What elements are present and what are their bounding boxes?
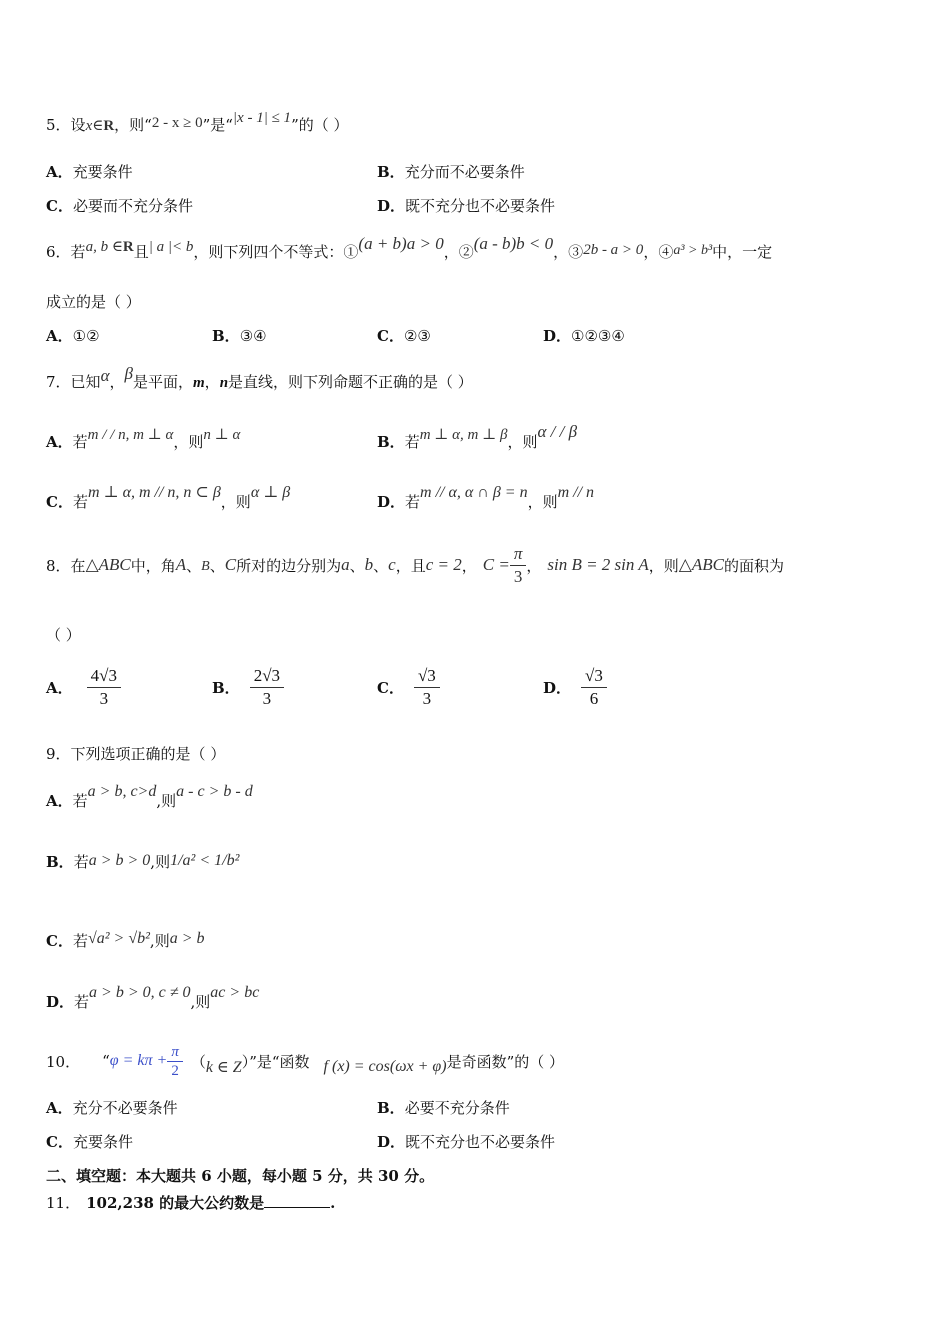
fraction-denominator: 3 — [262, 688, 272, 708]
q7-option-b[interactable] — [377, 422, 578, 452]
option-math: m / / n, m ⊥ α — [87, 427, 174, 443]
q8-math: △ABC — [678, 555, 724, 574]
q8-text: （ ） — [46, 626, 81, 644]
q6-text: 且 — [133, 243, 149, 261]
option-text: 若 — [74, 993, 90, 1011]
question-9 — [46, 743, 225, 764]
option-text: 必要而不充分条件 — [72, 197, 193, 215]
option-math: ac > bc — [210, 984, 260, 1001]
option-label: D． — [543, 327, 572, 345]
option-fraction — [87, 665, 121, 710]
q9-option-d[interactable] — [46, 984, 260, 1012]
q8-math: sin B = 2 sin A — [547, 555, 649, 574]
option-label: B． — [46, 852, 74, 871]
option-text: ，则 — [220, 493, 251, 511]
question-5 — [46, 110, 349, 135]
option-math: m ⊥ α, m // n, n ⊂ β — [87, 484, 221, 501]
fraction-denominator: 6 — [589, 688, 599, 708]
q7-math: n — [219, 375, 229, 391]
option-text: 充分不必要条件 — [72, 1099, 178, 1117]
q11-text: . — [330, 1194, 336, 1212]
q11-text: 102,238 的最大公约数是 — [86, 1194, 265, 1212]
q8-math: B — [201, 559, 210, 574]
option-label: C． — [46, 1133, 73, 1151]
q8-math: A — [175, 555, 187, 574]
option-math: a - c > b - d — [176, 783, 253, 800]
option-text: 若 — [404, 433, 420, 451]
q6-math-R: R — [122, 239, 134, 255]
q8-text: 在 — [70, 556, 86, 575]
question-6 — [46, 234, 773, 262]
q6-line-2 — [46, 291, 141, 312]
q6-math: (a + b)a > 0 — [358, 234, 444, 253]
option-label: A． — [46, 327, 73, 345]
option-label: D． — [543, 678, 572, 697]
fraction-denominator: 2 — [171, 1062, 179, 1079]
option-label: D． — [46, 993, 75, 1011]
q7-math: α — [100, 366, 110, 385]
q9-option-c[interactable] — [46, 930, 205, 951]
q5-option-b[interactable] — [377, 161, 525, 182]
q8-option-d[interactable] — [543, 662, 607, 712]
q9-option-b[interactable] — [46, 836, 239, 886]
option-math: m // α, α ∩ β = n — [420, 484, 528, 501]
q6-option-d[interactable] — [543, 325, 625, 346]
q6-math: | a |< b — [148, 239, 194, 255]
q8-fraction-pi-3 — [510, 543, 527, 588]
q8-math: a — [341, 555, 350, 574]
option-fraction — [250, 665, 284, 710]
option-label: A． — [46, 792, 73, 810]
option-math: a > b > 0, c ≠ 0 — [89, 984, 191, 1001]
q10-math: k ∈ Z — [205, 1059, 242, 1076]
q5-math-R: R — [103, 118, 115, 134]
option-fraction — [414, 665, 440, 710]
option-text: 若 — [72, 792, 88, 810]
option-text: 充要条件 — [72, 1133, 133, 1151]
option-text: 若 — [72, 493, 88, 511]
option-math: a > b, c>d — [87, 783, 157, 800]
q8-math: C = — [482, 555, 510, 574]
q8-text: 、 — [373, 556, 389, 575]
option-text: 若 — [73, 852, 89, 871]
q6-number: 6． — [46, 243, 71, 261]
question-10 — [46, 1038, 564, 1084]
q6-option-c[interactable] — [377, 325, 431, 346]
q7-option-a[interactable] — [46, 427, 241, 452]
fraction-numerator: π — [510, 543, 527, 566]
q7-text: 是平面， — [132, 373, 193, 391]
option-text: ③④ — [239, 327, 267, 345]
q5-text: 设 — [70, 116, 86, 134]
fraction-numerator: π — [167, 1043, 183, 1062]
option-label: B． — [377, 1099, 405, 1117]
q5-option-d[interactable] — [377, 195, 555, 216]
option-math: √a² > √b² — [87, 930, 150, 947]
option-label: B． — [377, 433, 405, 451]
option-text: ，则 — [173, 433, 204, 451]
fraction-numerator: 2√3 — [250, 665, 284, 688]
option-label: D． — [377, 1133, 406, 1151]
q9-option-a[interactable] — [46, 783, 253, 811]
q10-text: “ — [102, 1052, 110, 1070]
q6-text: ，③ — [553, 243, 584, 261]
option-math: m // n — [557, 484, 595, 501]
q10-math: φ = kπ + — [109, 1052, 168, 1069]
option-text: 必要不充分条件 — [404, 1099, 510, 1117]
section-2-heading: 二、填空题：本大题共 6 小题，每小题 5 分，共 30 分。 — [46, 1167, 435, 1185]
q5-math: 2 - x ≥ 0 — [151, 115, 203, 131]
option-text: ,则 — [190, 993, 211, 1011]
q8-math: b — [364, 555, 374, 574]
q5-option-a[interactable] — [46, 161, 133, 182]
q10-text: 是奇函数”的（ ） — [446, 1052, 565, 1071]
option-text: 充分而不必要条件 — [404, 163, 525, 181]
q8-option-b[interactable] — [212, 662, 284, 712]
q8-line-2 — [46, 624, 81, 645]
q8-text: ， — [461, 556, 477, 575]
q8-text: 中，角 — [130, 556, 176, 575]
option-math: a > b > 0 — [88, 852, 151, 869]
q9-number: 9． — [46, 745, 71, 763]
q7-text: ， — [109, 373, 125, 391]
q6-math: a³ > b³ — [673, 243, 713, 258]
q10-option-d[interactable] — [377, 1131, 555, 1152]
q8-text: ，且 — [395, 556, 426, 575]
q7-text: 是直线，则下列命题不正确的是（ ） — [228, 373, 473, 391]
option-math: α / / β — [537, 422, 578, 441]
q8-number: 8． — [46, 556, 71, 575]
option-text: ，则 — [527, 493, 558, 511]
q10-number: 10． — [46, 1052, 81, 1071]
q6-option-a[interactable] — [46, 325, 100, 346]
question-7 — [46, 364, 473, 392]
q10-math: f (x) = cos(ωx + φ) — [323, 1058, 447, 1075]
option-text: ，则 — [507, 433, 538, 451]
option-math: α ⊥ β — [250, 484, 291, 501]
option-text: 若 — [405, 493, 421, 511]
option-label: C． — [46, 493, 73, 511]
option-text: ①②③④ — [571, 327, 625, 345]
fraction-numerator: √3 — [581, 665, 607, 688]
option-label: C． — [46, 932, 73, 950]
option-label: A． — [46, 1099, 73, 1117]
fraction-denominator: 3 — [422, 688, 432, 708]
q6-math: 2b - a > 0 — [583, 242, 644, 258]
q6-math: (a - b)b < 0 — [473, 234, 554, 253]
q9-text: 下列选项正确的是（ ） — [70, 745, 226, 763]
question-8 — [46, 540, 784, 590]
q6-text: 中，一定 — [712, 243, 773, 261]
question-11 — [46, 1192, 335, 1213]
q7-option-c[interactable] — [46, 484, 291, 512]
q10-option-a[interactable] — [46, 1097, 178, 1118]
fraction-denominator: 3 — [513, 566, 523, 586]
q7-math: m — [193, 375, 205, 391]
q8-math: △ABC — [85, 555, 131, 574]
q8-text: 的面积为 — [723, 556, 784, 575]
q6-option-b[interactable] — [212, 325, 267, 346]
q10-text: ）”是“函数 — [241, 1052, 310, 1071]
q11-answer-blank[interactable] — [264, 1193, 330, 1208]
option-text: ,则 — [150, 852, 171, 871]
q5-math: x∈ — [85, 118, 104, 134]
option-label: B． — [212, 327, 240, 345]
q8-text: 、 — [349, 556, 365, 575]
q10-text: （ — [190, 1052, 206, 1071]
option-text: ,则 — [149, 932, 170, 950]
q6-text: ，则下列四个不等式：① — [193, 243, 359, 261]
q6-text: ，② — [443, 243, 474, 261]
q10-fraction-pi-2 — [167, 1043, 183, 1080]
fraction-denominator: 3 — [99, 688, 109, 708]
option-math: m ⊥ α, m ⊥ β — [419, 427, 508, 443]
option-text: ,则 — [156, 792, 177, 810]
q7-text: 已知 — [70, 373, 101, 391]
option-fraction — [581, 665, 607, 710]
q8-text: 所对的边分别为 — [236, 556, 342, 575]
q8-math: c — [388, 555, 396, 574]
option-label: C． — [377, 327, 404, 345]
option-label: A． — [46, 678, 73, 697]
option-label: C． — [377, 678, 404, 697]
q6-text: ，④ — [643, 243, 674, 261]
q8-text: ，则 — [648, 556, 679, 575]
q8-math: c = 2 — [425, 555, 462, 574]
option-math: n ⊥ α — [203, 427, 241, 443]
q5-math: |x - 1| ≤ 1 — [232, 110, 292, 126]
option-text: 既不充分也不必要条件 — [405, 197, 556, 215]
option-label: A． — [46, 433, 73, 451]
q6-math: a, b ∈ — [85, 239, 123, 255]
option-label: A． — [46, 163, 73, 181]
q7-option-d[interactable] — [377, 484, 595, 512]
q5-text: ”是“ — [202, 116, 233, 134]
q8-text: ， — [526, 556, 542, 575]
option-text: 若 — [72, 433, 88, 451]
option-label: D． — [377, 493, 406, 511]
fraction-numerator: 4√3 — [87, 665, 121, 688]
fraction-numerator: √3 — [414, 665, 440, 688]
q7-text: ， — [204, 373, 220, 391]
option-text: ①② — [72, 327, 100, 345]
option-label: D． — [377, 197, 406, 215]
q11-number: 11． — [46, 1194, 81, 1212]
q10-option-b[interactable] — [377, 1097, 510, 1118]
q10-option-c[interactable] — [46, 1131, 133, 1152]
q7-math: β — [124, 364, 133, 383]
q7-number: 7． — [46, 373, 71, 391]
q8-option-c[interactable] — [377, 662, 440, 712]
q5-option-c[interactable] — [46, 195, 193, 216]
option-label: B． — [377, 163, 405, 181]
q8-option-a[interactable] — [46, 662, 121, 712]
q5-number: 5． — [46, 116, 71, 134]
option-text: 若 — [72, 932, 88, 950]
q5-text: ”的（ ） — [291, 116, 349, 134]
option-text: 充要条件 — [72, 163, 133, 181]
q6-text: 若 — [70, 243, 86, 261]
q8-text: 、 — [186, 556, 202, 575]
option-text: ②③ — [403, 327, 431, 345]
option-label: B． — [212, 678, 240, 697]
q5-text: ，则“ — [114, 116, 152, 134]
q8-text: 、 — [209, 556, 225, 575]
option-text: 既不充分也不必要条件 — [405, 1133, 556, 1151]
option-math: a > b — [169, 930, 205, 947]
option-math: 1/a² < 1/b² — [170, 852, 240, 869]
q8-math: C — [224, 555, 237, 574]
q6-text: 成立的是（ ） — [46, 293, 141, 311]
option-label: C． — [46, 197, 73, 215]
